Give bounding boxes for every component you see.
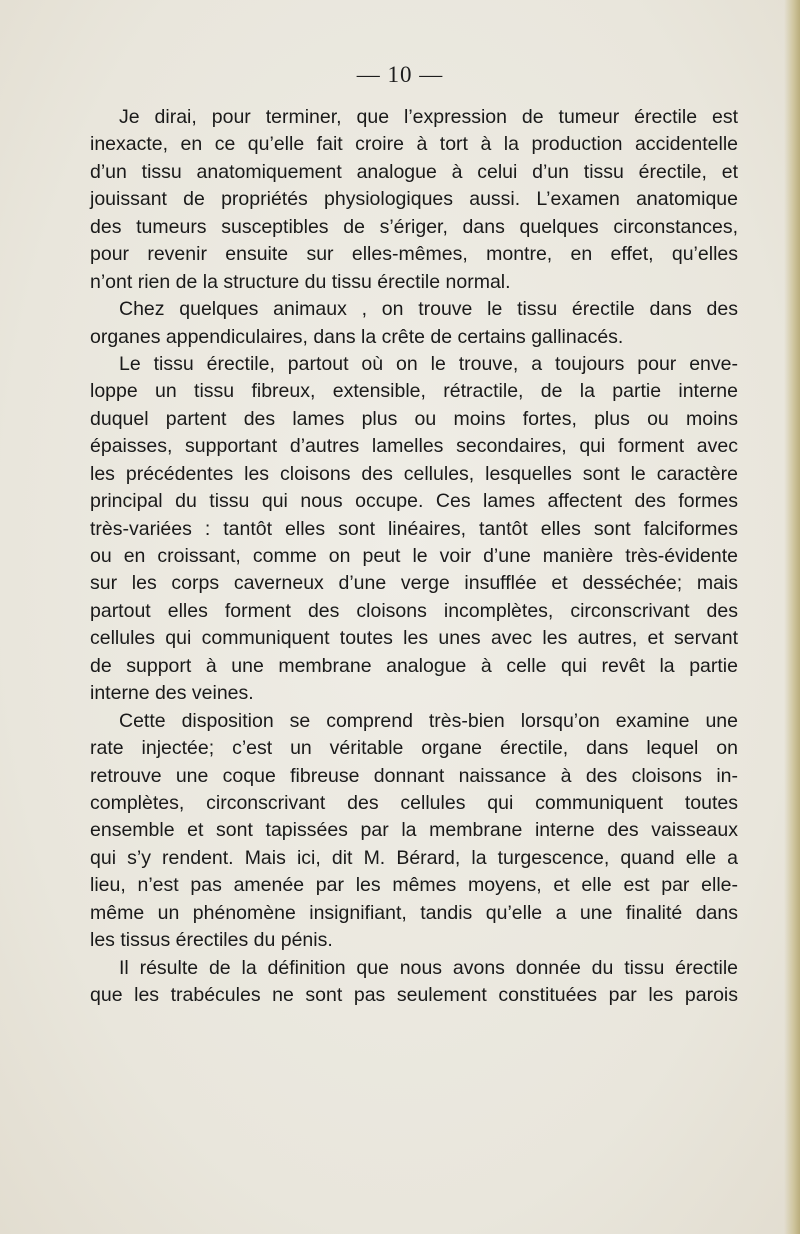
text-line: pour revenir ensuite sur elles-mêmes, montre, en effet, qu’elles bbox=[90, 243, 738, 266]
text-line: partout elles forment des cloisons incomplètes, circonscrivant des bbox=[90, 599, 738, 622]
text-line: ensemble et sont tapissées par la membrane interne des vaisseaux bbox=[90, 819, 738, 842]
text-line: épaisses, supportant d’autres lamelles secondaires, qui forment avec bbox=[90, 435, 738, 458]
text-line: rate injectée; c’est un véritable organe érectile, dans lequel on bbox=[90, 737, 738, 760]
text-line: n’ont rien de la structure du tissu érectile normal. bbox=[90, 270, 511, 293]
page-number: — 10 — bbox=[356, 62, 444, 87]
text-line: de support à une membrane analogue à celle qui revêt la partie bbox=[90, 654, 738, 677]
text-line: ou en croissant, comme on peut le voir d’une manière très-évidente bbox=[90, 545, 738, 567]
text-line: complètes, circonscrivant des cellules qui communiquent toutes bbox=[90, 791, 738, 814]
text-line: d’un tissu anatomiquement analogue à celui d’un tissu érectile, et bbox=[90, 160, 738, 183]
text-line: Je dirai, pour terminer, que l’expression de tumeur érectile est bbox=[119, 106, 738, 128]
paragraph bbox=[90, 708, 738, 955]
body-text bbox=[90, 104, 738, 1009]
text-line: organes appendiculaires, dans la crête de certains gallinacés. bbox=[90, 325, 624, 348]
text-line: inexacte, en ce qu’elle fait croire à tort à la production accidentelle bbox=[90, 133, 738, 156]
text-line: interne des veines. bbox=[90, 682, 254, 705]
text-line: qui s’y rendent. Mais ici, dit M. Bérard, la turgescence, quand elle a bbox=[90, 846, 738, 869]
text-line: même un phénomène insignifiant, tandis qu’elle a une finalité dans bbox=[90, 901, 738, 924]
page-edge bbox=[784, 0, 800, 1234]
text-line: principal du tissu qui nous occupe. Ces lames affectent des formes bbox=[90, 490, 738, 513]
text-line: les précédentes les cloisons des cellules, lesquelles sont le caractère bbox=[90, 462, 738, 485]
text-line: sur les corps caverneux d’une verge insufflée et desséchée; mais bbox=[90, 572, 738, 595]
text-line: Le tissu érectile, partout où on le trouve, a toujours pour enve- bbox=[119, 352, 738, 375]
text-line: très-variées : tantôt elles sont linéaires, tantôt elles sont falciformes bbox=[90, 517, 738, 540]
text-line: Il résulte de la définition que nous avons donnée du tissu érectile bbox=[119, 956, 738, 979]
paragraph bbox=[90, 104, 738, 296]
text-line: duquel partent des lames plus ou moins fortes, plus ou moins bbox=[90, 407, 738, 430]
paragraph bbox=[90, 955, 738, 1010]
text-line: retrouve une coque fibreuse donnant naissance à des cloisons in- bbox=[90, 764, 738, 787]
text-line: des tumeurs susceptibles de s’ériger, dans quelques circonstances, bbox=[90, 215, 738, 238]
text-line: loppe un tissu fibreux, extensible, rétractile, de la partie interne bbox=[90, 380, 738, 403]
text-line: jouissant de propriétés physiologiques aussi. L’examen anatomique bbox=[90, 188, 738, 211]
text-line: Chez quelques animaux , on trouve le tissu érectile dans des bbox=[119, 298, 738, 321]
paragraph bbox=[90, 296, 738, 351]
text-line: cellules qui communiquent toutes les unes avec les autres, et servant bbox=[90, 627, 738, 650]
paragraph bbox=[90, 351, 738, 708]
text-line: que les trabécules ne sont pas seulement constituées par les parois bbox=[90, 984, 738, 1006]
text-line: lieu, n’est pas amenée par les mêmes moyens, et elle est par elle- bbox=[90, 874, 738, 897]
text-line: Cette disposition se comprend très-bien lorsqu’on examine une bbox=[119, 709, 738, 732]
text-line: les tissus érectiles du pénis. bbox=[90, 929, 333, 952]
